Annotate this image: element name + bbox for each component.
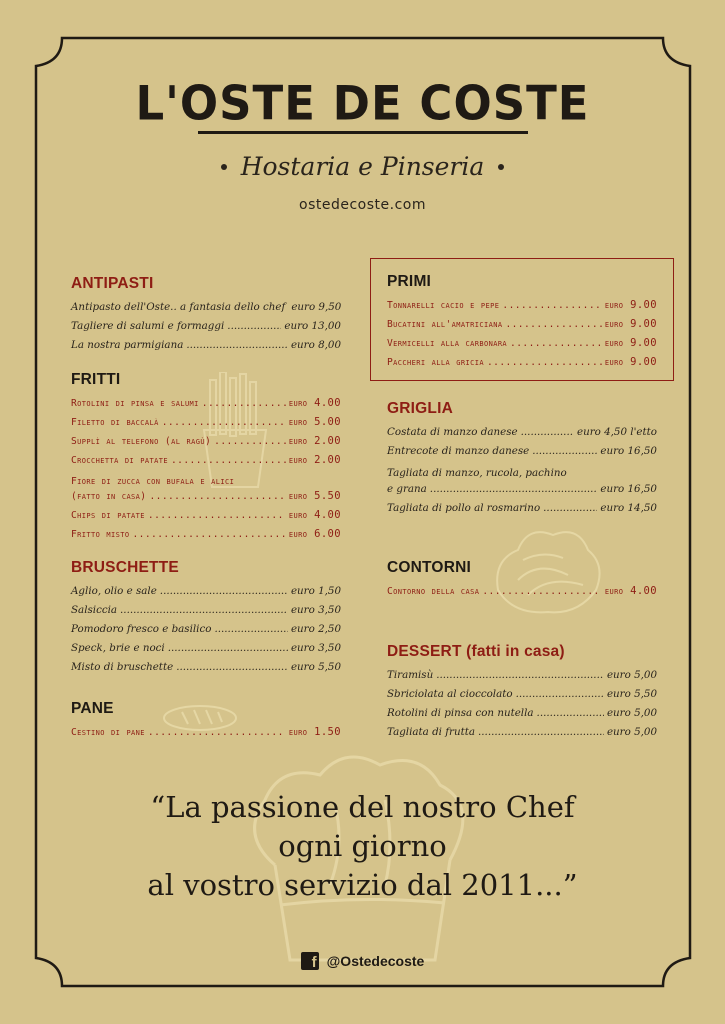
menu-item: (fatto in casa) ..... euro 5.50 xyxy=(71,490,341,509)
quote-line: “La passione del nostro Chef xyxy=(150,790,575,824)
restaurant-logo: L'OSTE DE COSTE xyxy=(135,75,590,132)
menu-item: Sbriciolata al cioccolato ..... euro 5,50 xyxy=(387,688,657,707)
section-title: PANE xyxy=(71,700,114,717)
section-title: FRITTI xyxy=(71,371,121,388)
menu-item: Salsiccia ..... euro 3,50 xyxy=(71,604,341,623)
header xyxy=(0,75,725,213)
menu-item: Entrecote di manzo danese ..... euro 16,50 xyxy=(387,445,657,464)
menu-item: Costata di manzo danese ..... euro 4,50 l'etto xyxy=(387,426,657,445)
menu-item: Misto di bruschette ..... euro 5,50 xyxy=(71,661,341,680)
primi-section xyxy=(370,258,674,381)
quote-line: ogni giorno xyxy=(278,829,447,863)
menu-item: Aglio, olio e sale ..... euro 1,50 xyxy=(71,585,341,604)
menu-item: Vermicelli alla carbonara ..... euro 9.00 xyxy=(387,337,657,356)
subtitle-text: Hostaria e Pinseria xyxy=(240,152,485,181)
menu-item: Rotolini di pinsa con nutella ..... euro 5,00 xyxy=(387,707,657,726)
bullet-icon xyxy=(498,164,504,170)
menu-item-line: Fiore di zucca con bufala e alici xyxy=(71,476,235,487)
menu-item: Cestino di pane ..... euro 1.50 xyxy=(71,726,341,745)
menu-item: Tiramisù ..... euro 5,00 xyxy=(387,669,657,688)
menu-item: Bucatini all'amatriciana ..... euro 9.00 xyxy=(387,318,657,337)
section-title: GRIGLIA xyxy=(387,400,453,417)
fritti-section xyxy=(71,371,341,547)
menu-item: Antipasto dell'Oste.. a fantasia dello chef euro 9,50 xyxy=(71,301,342,313)
logo-underline xyxy=(198,131,528,134)
website-link[interactable]: ostedecoste.com xyxy=(299,197,426,213)
section-title: PRIMI xyxy=(387,273,432,290)
facebook-icon[interactable]: f xyxy=(301,952,319,970)
section-title: DESSERT (fatti in casa) xyxy=(387,643,565,660)
menu-item: Tonnarelli cacio e pepe ..... euro 9.00 xyxy=(387,299,657,318)
bullet-icon xyxy=(221,164,227,170)
section-title: BRUSCHETTE xyxy=(71,559,179,576)
menu-item: Chips di patate ..... euro 4.00 xyxy=(71,509,341,528)
menu-item: La nostra parmigiana ..... euro 8,00 xyxy=(71,339,341,358)
social-link[interactable] xyxy=(0,952,725,970)
menu-item: Contorno della casa ..... euro 4.00 xyxy=(387,585,657,604)
menu-item: Supplì al telefono (al ragù) ..... euro 2.00 xyxy=(71,435,341,454)
menu-item: Pomodoro fresco e basilico ..... euro 2,50 xyxy=(71,623,341,642)
menu-item: Tagliata di pollo al rosmarino ..... euro 14,50 xyxy=(387,502,657,521)
menu-item: Crocchetta di patate ..... euro 2.00 xyxy=(71,454,341,473)
menu-item: Fritto misto ..... euro 6.00 xyxy=(71,528,341,547)
menu-item: e grana ..... euro 16,50 xyxy=(387,483,657,502)
bruschette-section xyxy=(71,559,341,680)
menu-item: Tagliata di frutta ..... euro 5,00 xyxy=(387,726,657,745)
menu-item: Tagliere di salumi e formaggi ..... euro 13,00 xyxy=(71,320,341,339)
antipasti-section xyxy=(71,275,341,358)
dessert-section xyxy=(387,643,657,745)
menu-item: Filetto di baccalà ..... euro 5.00 xyxy=(71,416,341,435)
pane-section xyxy=(71,700,341,745)
menu-item-line: Tagliata di manzo, rucola, pachino xyxy=(387,467,567,479)
menu-item: Speck, brie e noci ..... euro 3,50 xyxy=(71,642,341,661)
contorni-section xyxy=(387,559,657,604)
griglia-section xyxy=(387,400,657,521)
social-handle[interactable]: @Ostedecoste xyxy=(326,953,425,969)
restaurant-subtitle xyxy=(0,152,725,181)
section-title: ANTIPASTI xyxy=(71,275,154,292)
menu-item: Paccheri alla gricia ..... euro 9.00 xyxy=(387,356,657,375)
chef-quote xyxy=(0,788,725,905)
quote-line: al vostro servizio dal 2011...” xyxy=(147,868,578,902)
section-title: CONTORNI xyxy=(387,559,471,576)
menu-item: Rotolini di pinsa e salumi ..... euro 4.00 xyxy=(71,397,341,416)
